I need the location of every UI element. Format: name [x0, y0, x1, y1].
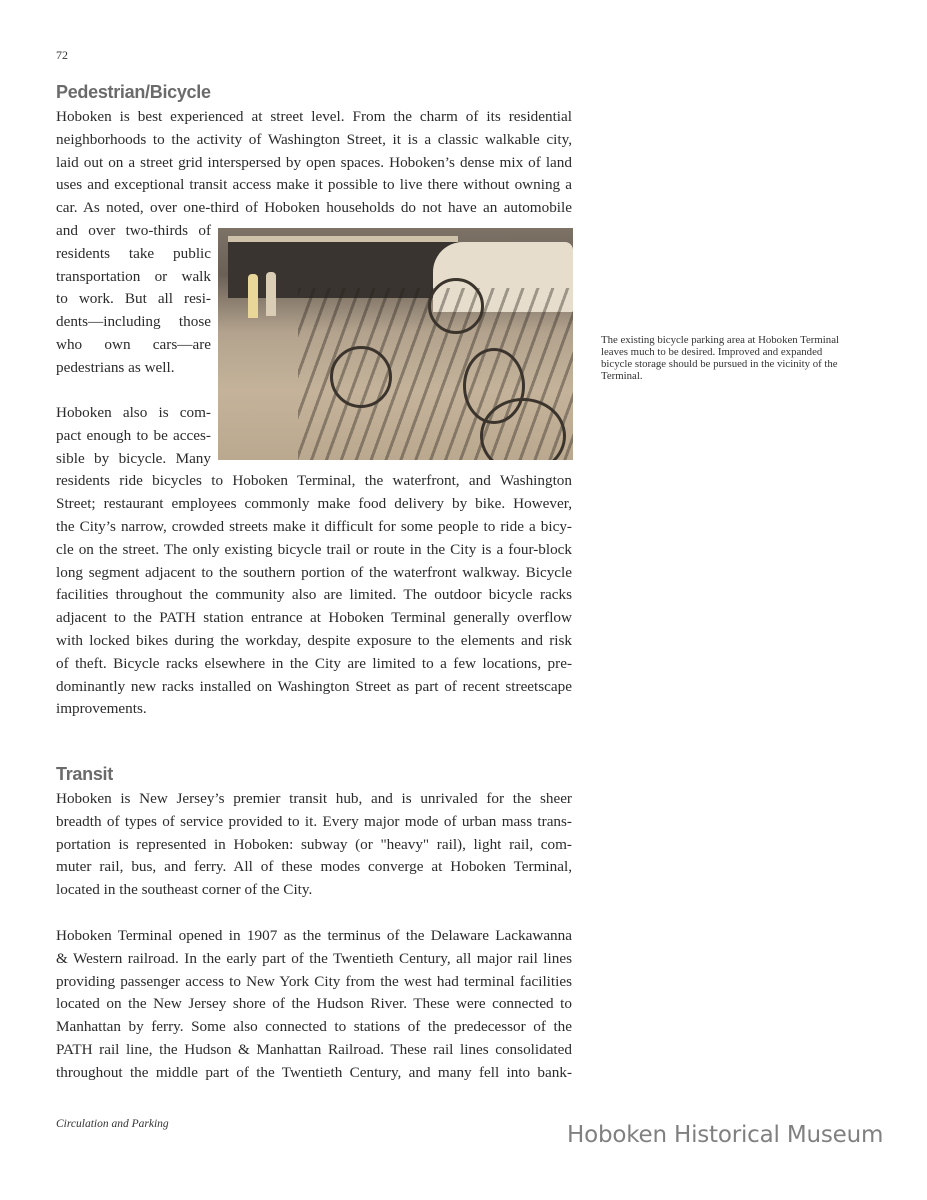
text-line: facilities throughout the community also are limited. The outdoor bicycle racks — [56, 586, 572, 604]
text-line: car. As noted, over one-third of Hoboken households do not have an automobile — [56, 199, 572, 217]
text-line: pact enough to be acces- — [56, 426, 211, 444]
section-heading-transit: Transit — [56, 764, 113, 784]
text-line: muter rail, bus, and ferry. All of these modes converge at Hoboken Terminal, — [56, 858, 572, 876]
text-line: uses and exceptional transit access make it possible to live there without owning a — [56, 176, 572, 194]
text-line: residents take public — [56, 244, 211, 262]
text-line: transportation or walk — [56, 267, 211, 285]
text-line: sible by bicycle. Many — [56, 449, 211, 467]
paragraph-transit-hub — [56, 788, 572, 902]
photo-caption: The existing bicycle parking area at Hoboken Terminal leaves much to be desired. Improved and expanded bicycle storage should be pursued in the vicinity of the Terminal. — [601, 334, 839, 382]
text-line: dents—including those — [56, 313, 211, 331]
text-line: neighborhoods to the activity of Washington Street, it is a classic walkable city, — [56, 130, 572, 148]
text-line: with locked bikes during the workday, despite exposure to the elements and risk — [56, 631, 572, 649]
pedestrian-figure — [248, 274, 258, 318]
bicycle-parking-photo — [218, 228, 573, 460]
text-line: Street; restaurant employees commonly make food delivery by bike. However, — [56, 495, 572, 513]
text-line: & Western railroad. In the early part of the Twentieth Century, all major rail lines — [56, 949, 572, 967]
watermark: Hoboken Historical Museum — [567, 1122, 884, 1148]
paragraph-terminal-history — [56, 925, 572, 1085]
text-line: Hoboken is New Jersey’s premier transit hub, and is unrivaled for the sheer — [56, 790, 572, 807]
text-line: pedestrians as well. — [56, 358, 175, 376]
text-line: adjacent to the PATH station entrance at Hoboken Terminal generally overflow — [56, 609, 572, 627]
text-line: Hoboken Terminal opened in 1907 as the terminus of the Delaware Lackawanna — [56, 927, 572, 944]
page-number: 72 — [56, 48, 68, 62]
section-heading-pedestrian-bicycle: Pedestrian/Bicycle — [56, 82, 211, 102]
text-line: providing passenger access to New York City from the west had terminal facilities — [56, 972, 572, 990]
bicycle-wheel — [330, 346, 392, 408]
text-line: breadth of types of service provided to it. Every major mode of urban mass trans- — [56, 812, 572, 830]
text-line: improvements. — [56, 700, 147, 718]
text-line: located on the New Jersey shore of the Hudson River. These were connected to — [56, 995, 572, 1013]
text-line: of theft. Bicycle racks elsewhere in the City are limited to a few locations, pre- — [56, 654, 572, 672]
text-line: residents ride bicycles to Hoboken Terminal, the waterfront, and Washington — [56, 472, 572, 490]
footer-chapter-title: Circulation and Parking — [56, 1118, 169, 1130]
text-line: long segment adjacent to the southern portion of the waterfront walkway. Bicycle — [56, 563, 572, 581]
text-line: PATH rail line, the Hudson & Manhattan Railroad. These rail lines consolidated — [56, 1040, 572, 1058]
text-line: throughout the middle part of the Twentieth Century, and many fell into bank- — [56, 1063, 572, 1081]
text-line: Manhattan by ferry. Some also connected to stations of the predecessor of the — [56, 1018, 572, 1036]
text-line: cle on the street. The only existing bicycle trail or route in the City is a four-block — [56, 540, 572, 558]
text-line: located in the southeast corner of the City. — [56, 881, 313, 899]
bicycle-wheel — [428, 278, 484, 334]
pedestrian-figure — [266, 272, 276, 316]
text-line: Hoboken also is com- — [56, 404, 211, 421]
text-line: laid out on a street grid interspersed by open spaces. Hoboken’s dense mix of land — [56, 153, 572, 171]
text-line: who own cars—are — [56, 335, 211, 353]
text-line: and over two-thirds of — [56, 221, 211, 239]
text-line: dominantly new racks installed on Washington Street as part of recent streetscape — [56, 677, 572, 695]
text-line: to work. But all resi- — [56, 290, 211, 308]
text-line: the City’s narrow, crowded streets make it difficult for some people to ride a bicy- — [56, 517, 572, 535]
text-line: Hoboken is best experienced at street level. From the charm of its residential — [56, 108, 572, 125]
text-line: portation is represented in Hoboken: subway (or "heavy" rail), light rail, com- — [56, 835, 572, 853]
